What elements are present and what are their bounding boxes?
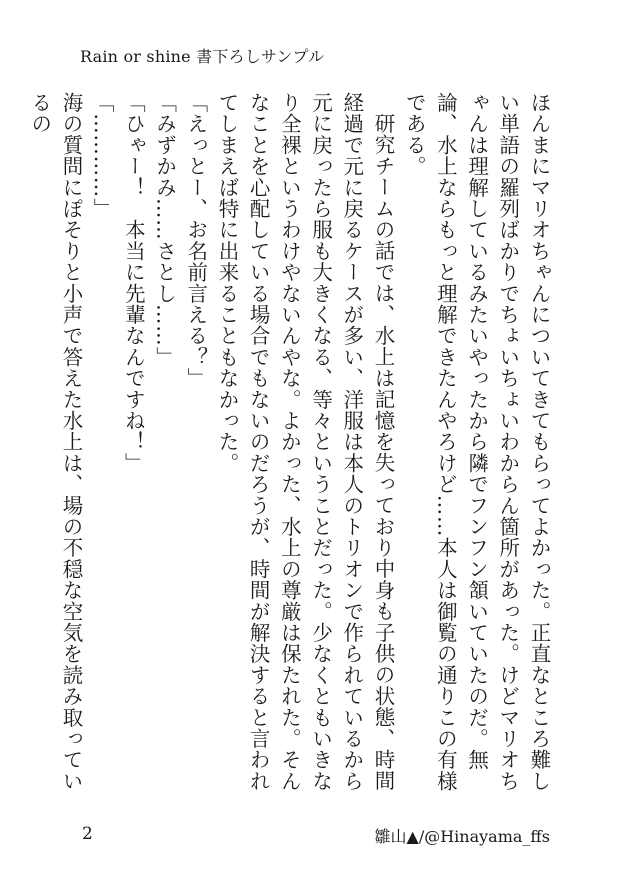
paragraph: 海の質問にぽそりと小声で答えた水上は、場の不穏な空気を読み取っているの (27, 92, 83, 792)
dialogue-line: 「みずかみ……さとし……」 (152, 92, 177, 368)
paragraph: 研究チームの話では、水上は記憶を失っており中身も子供の状態、時間経過で元に戻るケースが多い、洋服は本人のトリオンで作られているから元に戻ったら服も大きくなる、等々ということだった。少なくともいきなり全裸というわけやないんやな。よかった、水上の尊厳は保たれた。そんなことを心配している場合でもないのだろうが、時間が解決すると言われてしまえば特に出来ることもなかった。 (214, 92, 395, 792)
author-credit: 雛山▲/@Hinayama_ffs (374, 827, 550, 846)
dialogue-line: 「ひゃー！ 本当に先輩なんですね！」 (121, 92, 146, 474)
paragraph: ほんまにマリオちゃんについてきてもらってよかった。正直なところ難しい単語の羅列ばかりでちょいちょいわからん箇所があった。けどマリオちゃんは理解しているみたいやったから隣でフンフン頷いていたのだ。無論、水上ならもっと理解できたんやろけど……本人は御覧の通りこの有様である。 (402, 92, 551, 792)
vertical-body-text (24, 92, 554, 812)
dialogue-line: 「…………」 (90, 92, 115, 220)
dialogue-line: 「えっとー、お名前言える？」 (183, 92, 208, 389)
page-number: 2 (82, 824, 93, 844)
running-title: Rain or shine 書下ろしサンプル (80, 47, 325, 66)
